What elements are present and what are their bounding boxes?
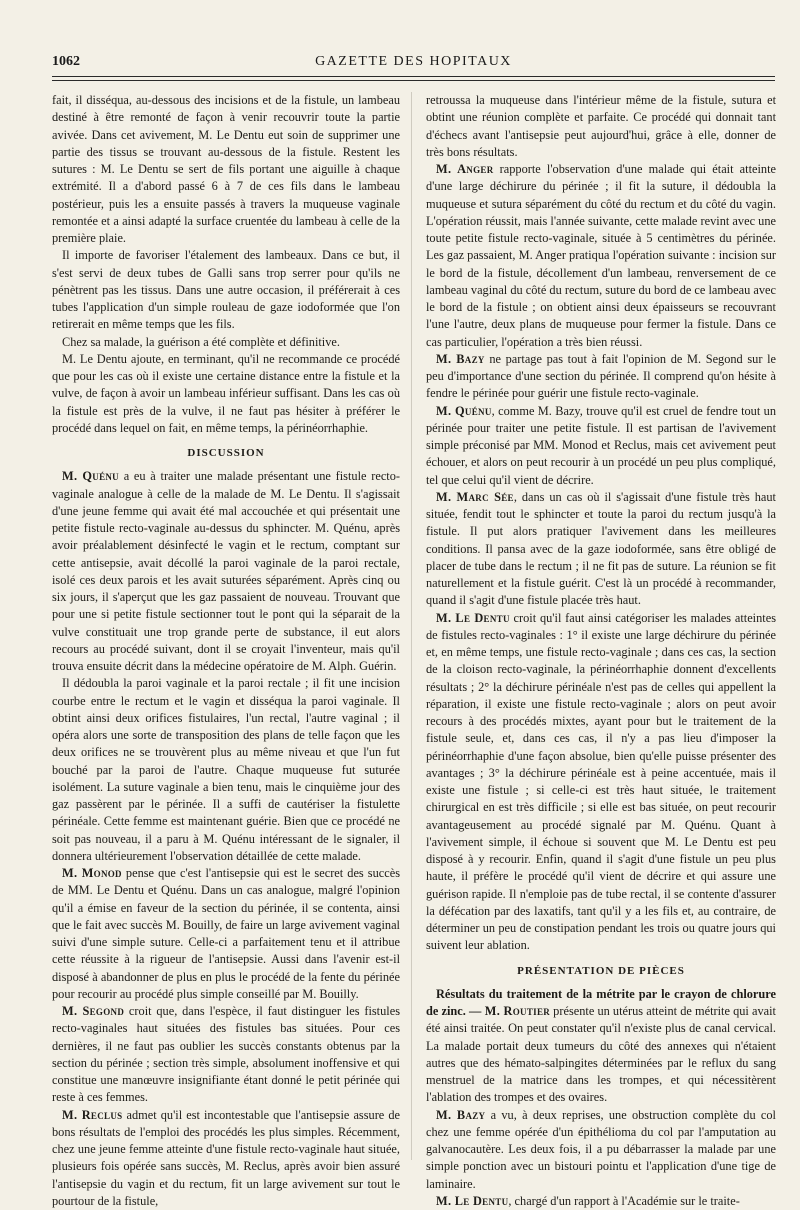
paragraph-text: pense que c'est l'antisepsie qui est le secret des succès de MM. Le Dentu et Quénu. Dans un cas analogue, malgré l'opinion qu'il a émise en faveur de la section du périnée, il se contenta, ainsi que le fait avec succès M. Bouilly, de faire un large avivement vaginal suivi d'une simple suture. Celle-ci a parfaitement tenu et il attribue cette réussite à la rigueur de l'antisepsie. Aussi dans l'avenir est-il disposé à abandonner de plus en plus le procédé de la fente du périnée pour recourir au procédé plus simple conseillé par M. Bouilly.	[52, 866, 400, 1001]
paragraph	[426, 610, 776, 955]
paragraph-text: ne partage pas tout à fait l'opinion de M. Segond sur le peu d'importance d'une section du périnée. Il comprend qu'on hésite à fendre le périnée pour guérir une fistule recto-vaginale.	[426, 352, 776, 401]
journal-title: GAZETTE DES HOPITAUX	[52, 54, 775, 70]
paragraph	[52, 468, 400, 675]
paragraph-text: , comme M. Bazy, trouve qu'il est cruel de fendre tout un périnée pour traiter une petite fistule. Il est partisan de l'avivement simple préconisé par MM. Monod et Reclus, mais cet avivement peut échouer, et alors on peut recourir à un procédé un peu plus compliqué, tel que celui qu'il vient de décrire.	[426, 404, 776, 487]
speaker-name: M. Monod	[62, 866, 122, 880]
header-rule-thin	[52, 80, 775, 81]
page-header	[52, 54, 775, 76]
paragraph	[426, 986, 776, 1107]
paragraph: retroussa la muqueuse dans l'intérieur même de la fistule, sutura et obtint une réunion complète et parfaite. Ce procédé qui donnait tant d'échecs avant l'antisepsie peut aujourd'hui, grâce à elle, donner de très bons résultats.	[426, 92, 776, 161]
speaker-name: M. Bazy	[436, 352, 485, 366]
paragraph: Il dédoubla la paroi vaginale et la paroi rectale ; il fit une incision courbe entre le rectum et le vagin et disséqua la paroi vaginale. Il obtint ainsi deux orifices fistulaires, l'un rectal, l'autre vaginal ; il opéra alors une sorte de transposition des plans de telle façon que les deux orifices ne se trouvèrent plus au même niveau et que l'un fut bouché par la paroi de l'autre. Chaque muqueuse fut suturée isolément. La suture vaginale a bien tenu, mais le cinquième jour des gaz passèrent par le périnée. Il a suffi de cautériser la fistulette périnéale. Cette femme est maintenant guérie. Bien que ce procédé ne soit pas nouveau, il a paru à M. Quénu intéressant de le signaler, il donnera ultérieurement l'observation détaillée de cette malade.	[52, 675, 400, 865]
paragraph	[426, 161, 776, 351]
page-number: 1062	[52, 54, 80, 70]
speaker-name: M. Le Dentu	[436, 1194, 508, 1208]
left-column	[52, 92, 400, 1162]
section-heading-presentation: PRÉSENTATION DE PIÈCES	[426, 963, 776, 980]
header-rule-thick	[52, 76, 775, 77]
paragraph: Il importe de favoriser l'étalement des lambeaux. Dans ce but, il s'est servi de deux tubes de Galli sans trop serrer pour qu'ils ne pénètrent pas les tissus. Dans une autre occasion, il préférerait à ces tubes l'application d'un simple rouleau de gaze iodoformée que l'on retirerait en même temps que les fils.	[52, 247, 400, 333]
speaker-name: M. Quénu	[62, 469, 119, 483]
paragraph-text: , chargé d'un rapport à l'Académie sur le traite-	[508, 1194, 739, 1208]
paragraph-text: admet qu'il est incontestable que l'antisepsie assure de bons résultats de l'emploi des procédés les plus simples. Récemment, chez une jeune femme atteinte d'une fistule recto-vaginale haut située, plusieurs fois opérée sans succès, M. Reclus, après avoir bien assuré l'antisepsie du vagin et du rectum, fit un large avivement sur tout le pourtour de la fistule,	[52, 1108, 400, 1208]
paragraph-text: présente un utérus atteint de métrite qui avait été ainsi traitée. On peut constater qu'il n'existe plus de canal cervical. La malade portait deux tumeurs du côté des annexes qui n'étaient autres que des hémato-salpingites déterminées par le reflux du sang menstruel de la matrice dans les trompes, et qui nécessitèrent l'ablation des trompes et des ovaires.	[426, 1004, 776, 1104]
speaker-name: M. Marc Sée	[436, 490, 514, 504]
paragraph: M. Le Dentu ajoute, en terminant, qu'il ne recommande ce procédé que pour les cas où il existe une certaine distance entre la fistule et la vulve, de façon à avoir un lambeau inférieur suffisant. Dans les cas où la fistule est près de la vulve, il ne faut pas hésiter à préférer le procédé dans lequel on fait, en même temps, la périnéorrhaphie.	[52, 351, 400, 437]
speaker-name: M. Reclus	[62, 1108, 122, 1122]
paragraph	[426, 351, 776, 403]
speaker-name: M. Quénu	[436, 404, 492, 418]
paragraph	[426, 1107, 776, 1193]
paragraph	[426, 403, 776, 489]
paragraph-text: a eu à traiter une malade présentant une fistule recto-vaginale analogue à celle de la malade de M. Le Dentu. Il s'agissait d'une jeune femme qui avait été mal accouchée et qui présentait une petite fistule recto-vaginale au-dessus du sphincter. M. Quénu, après avoir préalablement désinfecté le vagin et le rectum, comptant sur cette antisepsie, avait décollé la paroi vaginale de la paroi rectale, isolé ces deux parois et les avait suturées séparément. Après cinq ou six jours, il s'aperçut que les gaz passaient de nouveau. Trouvant que pour une si petite fistule sectionner tout le pont qui la séparait de la vulve constituait une trop grande perte de substance, il eut alors recours au procédé suivant, dont il se croyait l'inventeur, mais qu'il trouva ensuite décrit dans la médecine opératoire de M. Alph. Guérin.	[52, 469, 400, 673]
paragraph	[426, 1193, 776, 1210]
speaker-name: M. Segond	[62, 1004, 124, 1018]
speaker-name: M. Routier	[481, 1004, 550, 1018]
subsection-title: Résultats du traitement de la métrite par le crayon de chlorure de zinc. —	[426, 987, 776, 1018]
paragraph	[52, 1003, 400, 1107]
paragraph-text: a vu, à deux reprises, une obstruction complète du col chez une femme opérée d'un épithélioma du col par l'amputation au galvanocautère. Les deux fois, il a pu débarrasser la malade par une simple ponction avec un bistouri pointu et l'application d'une tige de laminaire.	[426, 1108, 776, 1191]
paragraph	[426, 489, 776, 610]
paragraph-text: , dans un cas où il s'agissait d'une fistule très haut située, fendit tout le sphincter et toute la paroi du rectum jusqu'à la fistule. Il put alors pratiquer l'avivement dans les meilleures conditions. Il pansa avec de la gaze iodoformée, sans être obligé de placer de tube dans le rectum ; il ne fit pas de suture. La réunion se fit naturellement et la fistule guérit. C'est là un procédé à recommander, quand il s'agit d'une fistule placée très haut.	[426, 490, 776, 608]
paragraph	[52, 1107, 400, 1210]
paragraph-text: croit qu'il faut ainsi catégoriser les malades atteintes de fistules recto-vaginales : 1° il existe une large déchirure du périnée et, en même temps, une fistule recto-vaginale ; dans ces cas, la section de la cloison recto-vaginale, la périnéorrhaphie donnent d'excellents résultats ; 2° la déchirure périnéale n'est pas de celles qui appellent la réparation, il existe une fistule recto-vaginale ; alors on peut avoir recours à des procédés mixtes, ayant pour but le traitement de la fistule seule, et, dans ces cas, il n'y a pas lieu d'imposer la périnéorrhaphie d'une façon absolue, bien qu'elle puisse présenter des avantages ; 3° la déchirure périnéale est à peine accentuée, mais il existe une fistule ; si celle-ci est très haut située, le traitement chirurgical en est très difficile ; si elle est bas située, on peut recourir avantageusement au procédé signalé par M. Quénu. Quant à l'avivement simple, il échoue si souvent que M. Le Dentu est peu disposé à y recourir. Enfin, quand il s'agit d'une fistule un peu plus haute, il préfère le procédé qu'il vient de décrire et qui assure une guérison rapide. Il n'emploie pas de tube rectal, il se contente d'assurer la défécation par des laxatifs, tant qu'il y a les fils et, au contraire, de déterminer un peu de constipation pendant les trois ou quatre jours qui suivent leur ablation.	[426, 611, 776, 953]
paragraph: fait, il disséqua, au-dessous des incisions et de la fistule, un lambeau destiné à être remonté de façon à venir recouvrir toute la partie avivée. Dans cet avivement, M. Le Dentu eut soin de supprimer une partie des tissus se trouvant au-dessous de la fistule. Restent les sutures : M. Le Dentu se sert de fils portant une aiguille à chaque extrémité. Il a d'abord passé 6 à 7 de ces fils dans le lambeau postérieur, puis les a ensuite passés à travers la muqueuse vaginale remontée et a ainsi adapté la surface cruentée du lambeau à celle de la première plaie.	[52, 92, 400, 247]
speaker-name: M. Anger	[436, 162, 494, 176]
section-heading-discussion: DISCUSSION	[52, 445, 400, 462]
speaker-name: M. Bazy	[436, 1108, 485, 1122]
speaker-name: M. Le Dentu	[436, 611, 510, 625]
paragraph: Chez sa malade, la guérison a été complète et définitive.	[52, 334, 400, 351]
column-divider	[411, 92, 412, 1160]
right-column	[426, 92, 776, 1162]
paragraph	[52, 865, 400, 1003]
paragraph-text: croit que, dans l'espèce, il faut distinguer les fistules recto-vaginales haut situées des fistules bas situées. Pour ces dernières, il ne faut pas oublier les succès constants obtenus par la section du périnée ; section très simple, absolument inoffensive et qui constitue une manœuvre insignifiante étant donné le petit périnée qui reste à ces femmes.	[52, 1004, 400, 1104]
paragraph-text: rapporte l'observation d'une malade qui était atteinte d'une large déchirure du périnée ; il fit la suture, il dédoubla la muqueuse et sutura séparément du côté du rectum et du côté du vagin. L'opération réussit, mais l'année suivante, cette malade revint avec une toute petite fistule recto-vaginale, située à 5 centimètres du périnée. Les gaz passaient, M. Anger pratiqua l'opération suivante : incision sur le bord de la fistule, décollement d'un lambeau, renversement de ce lambeau vaginal du côté du rectum, suture du bord de ce lambeau avec le bord de la fistule ; on obtient ainsi deux épaisseurs se recouvrant l'une l'autre, deux plans de muqueuse pour fermer la fistule. Dans ce cas particulier, l'opération a très bien réussi.	[426, 162, 776, 349]
